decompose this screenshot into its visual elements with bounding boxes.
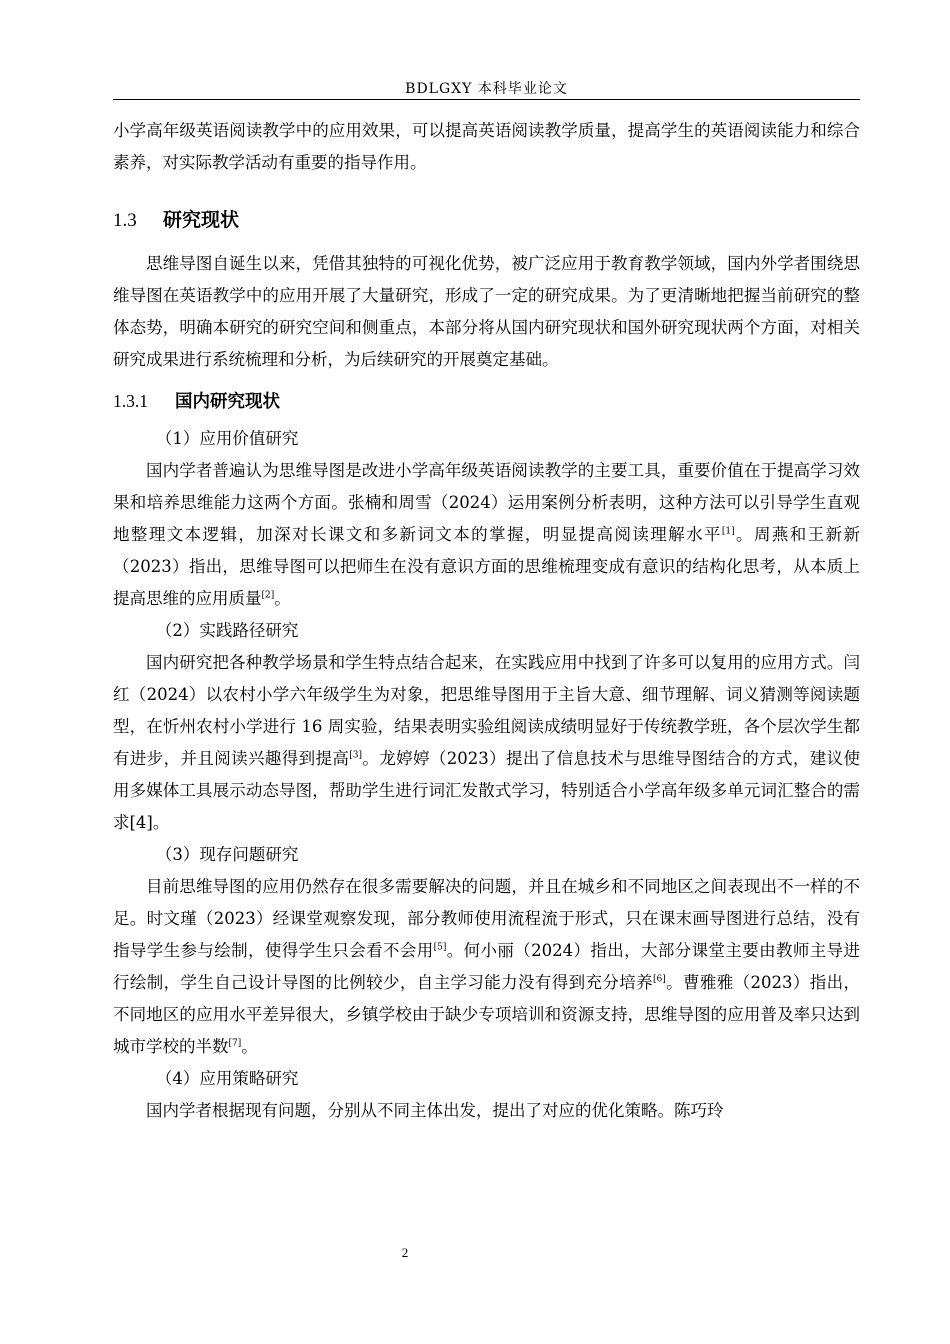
- text-run: 。: [274, 589, 291, 608]
- text-run: 。龙婷婷（2023）提出了信息技术与思维导图结合的方式，建议使用多媒体工具展示动态导图，帮助学生进行词汇发散式学习，特别适合小学高年级多单元词汇整合的需求[4]。: [113, 749, 860, 832]
- section-title: 国内研究现状: [175, 392, 280, 412]
- citation-7: [7]: [228, 1038, 242, 1049]
- text-run: 。何小丽（2024）指出，大部分课堂主要由教师主导进行绘制，学生自己设计导图的比例较少，自主学习能力没有得到充分培养: [113, 941, 860, 992]
- running-header: BDLGXY 本科毕业论文: [405, 81, 568, 97]
- text-run: 。曹雅雅（2023）指出，不同地区的应用水平差异很大，乡镇学校由于缺少专项培训和资源支持，思维导图的应用普及率只达到城市学校的半数: [113, 973, 860, 1056]
- text-run: 目前思维导图的应用仍然存在很多需要解决的问题，并且在城乡和不同地区之间表现出不一样的不足。时文瑾（2023）经课堂观察发现，部分教师使用流程流于形式，只在课末画导图进行总结，没有指导学生参与绘制，使得学生只会看不会用: [113, 877, 860, 960]
- citation-3: [3]: [349, 750, 362, 761]
- paragraph-strategy-research: 国内学者根据现有问题，分别从不同主体出发，提出了对应的优化策略。陈巧玲: [146, 1101, 724, 1120]
- citation-5: [5]: [433, 942, 447, 953]
- text-run: 。: [241, 1037, 258, 1056]
- header-rule: [113, 99, 860, 100]
- section-heading-1-3: [113, 205, 860, 236]
- subheading-2: （2）实践路径研究: [155, 621, 299, 640]
- section-number: 1.3.1: [113, 391, 148, 411]
- section-heading-1-3-1: [113, 386, 860, 417]
- subheading-1: （1）应用价值研究: [155, 429, 299, 448]
- text-run: 国内研究把各种教学场景和学生特点结合起来，在实践应用中找到了许多可以复用的应用方式。闫红（2024）以农村小学六年级学生为对象，把思维导图用于主旨大意、细节理解、词义猜测等阅读题型，在忻州农村小学进行 16 周实验，结果表明实验组阅读成绩明显好于传统教学班，各个层次学生都有进步，并且阅读兴趣得到提高: [113, 653, 860, 768]
- subheading-3: （3）现存问题研究: [155, 845, 299, 864]
- text-run: 。周燕和王新新（2023）指出，思维导图可以把师生在没有意识方面的思维梳理变成有意识的结构化思考，从本质上提高思维的应用质量: [113, 525, 861, 608]
- paragraph-intro: 小学高年级英语阅读教学中的应用效果，可以提高英语阅读教学质量，提高学生的英语阅读能力和综合素养，对实际教学活动有重要的指导作用。: [113, 121, 860, 172]
- citation-6: [6]: [653, 974, 666, 985]
- page-body: [113, 115, 860, 1127]
- section-number: 1.3: [113, 210, 137, 231]
- subheading-4: （4）应用策略研究: [155, 1069, 299, 1088]
- paragraph-1-3: 思维导图自诞生以来，凭借其独特的可视化优势，被广泛应用于教育教学领域，国内外学者围绕思维导图在英语教学中的应用开展了大量研究，形成了一定的研究成果。为了更清晰地把握当前研究的整体态势，明确本研究的研究空间和侧重点，本部分将从国内研究现状和国外研究现状两个方面，对相关研究成果进行系统梳理和分析，为后续研究的开展奠定基础。: [113, 254, 860, 369]
- paragraph-value-research: [113, 455, 860, 615]
- paragraph-practice-research: [113, 647, 860, 839]
- paragraph-problem-research: [113, 871, 860, 1063]
- page-number: 2: [401, 1245, 409, 1260]
- text-run: 国内学者普遍认为思维导图是改进小学高年级英语阅读教学的主要工具，重要价值在于提高学习效果和培养思维能力这两个方面。张楠和周雪（2024）运用案例分析表明，这种方法可以引导学生直观地整理文本逻辑，加深对长课文和多新词文本的掌握，明显提高阅读理解水平: [113, 461, 860, 544]
- section-title: 研究现状: [163, 209, 240, 231]
- citation-1: [1]: [721, 526, 735, 537]
- citation-2: [2]: [261, 590, 275, 601]
